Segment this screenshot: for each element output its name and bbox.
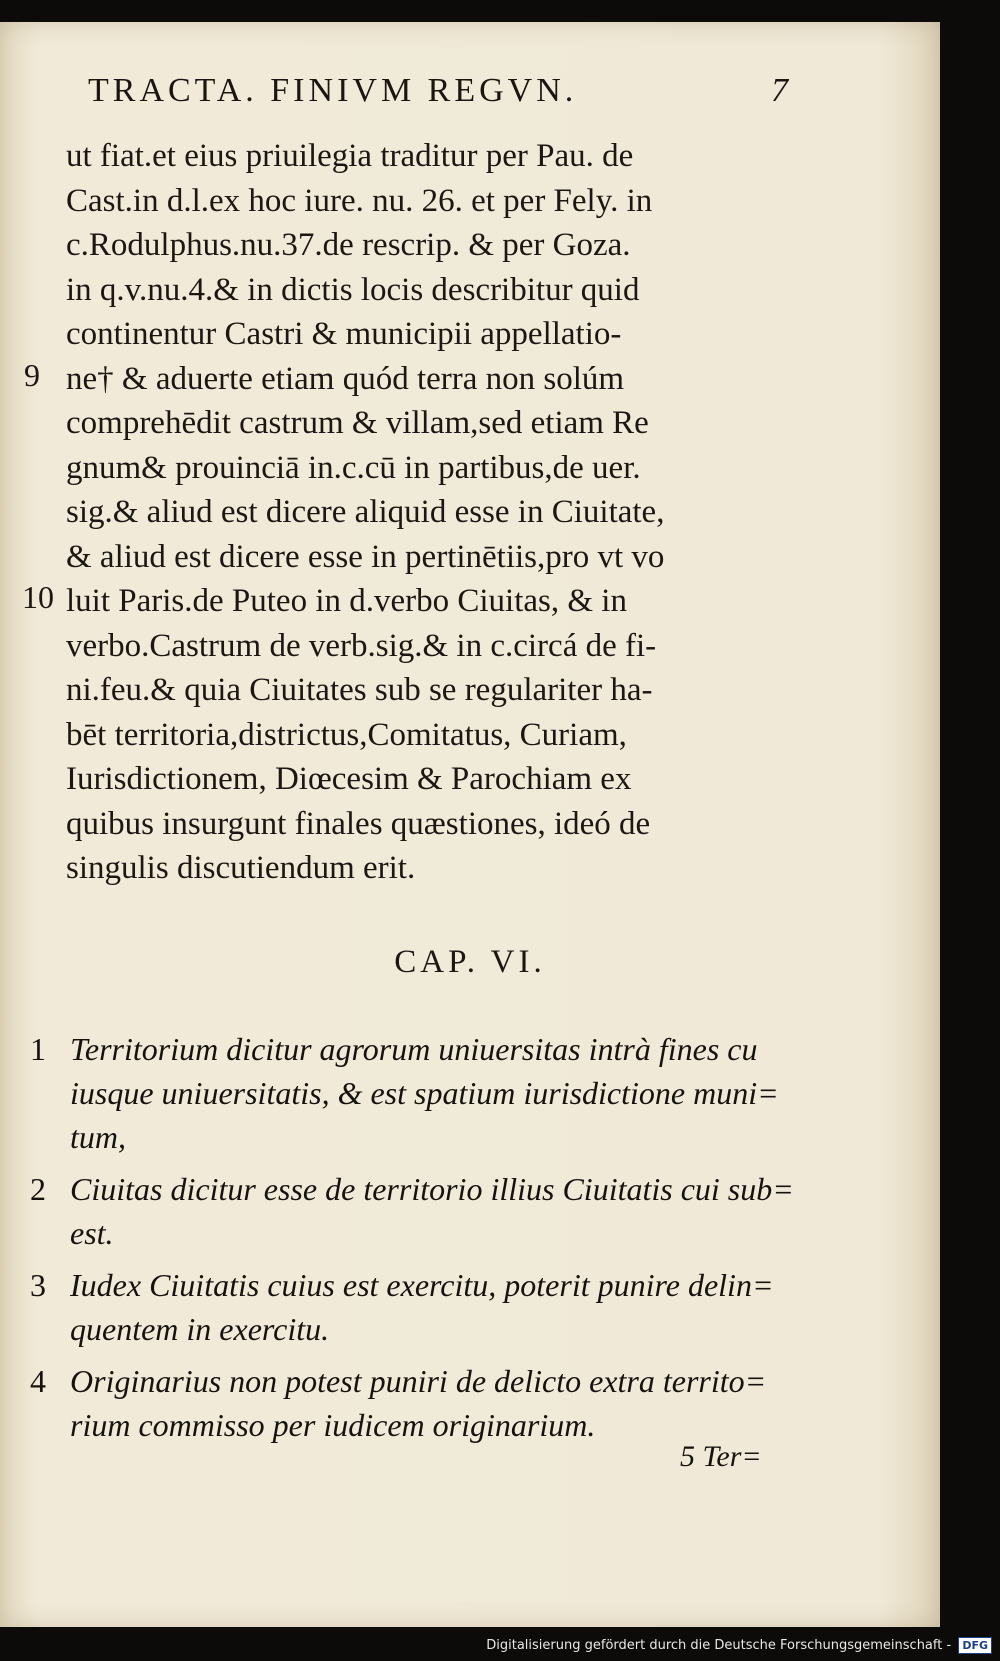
summary-item-text: Ciuitas dicitur esse de territorio illius Ciuitatis cui sub= est. bbox=[70, 1171, 794, 1251]
book-page bbox=[0, 22, 940, 1627]
chapter-heading: CAP. VI. bbox=[394, 944, 546, 980]
summary-item-number: 3 bbox=[30, 1267, 46, 1303]
text-line: Cast.in d.l.ex hoc iure. nu. 26. et per Fely. in bbox=[66, 182, 653, 219]
summary-item-number: 4 bbox=[30, 1363, 46, 1399]
text-line: sig.& aliud est dicere aliquid esse in Ciuitate, bbox=[66, 494, 665, 530]
digitization-credit bbox=[486, 1637, 992, 1657]
text-line: ni.feu.& quia Ciuitates sub se regulariter ha- bbox=[66, 672, 653, 708]
text-line: verbo.Castrum de verb.sig.& in c.circá de fi- bbox=[66, 627, 657, 664]
main-text-block bbox=[66, 134, 796, 891]
text-line: Iurisdictionem, Diœcesim & Parochiam ex bbox=[66, 761, 632, 797]
summary-item-text: Originarius non potest puniri de delicto extra territo= rium commisso per iudicem originarium. bbox=[70, 1363, 767, 1443]
margin-note-number: 10 bbox=[22, 579, 54, 615]
summary-item bbox=[30, 1167, 800, 1255]
text-line: c.Rodulphus.nu.37.de rescrip. & per Goza. bbox=[66, 227, 631, 263]
text-line: gnum& prouinciā in.c.cū in partibus,de uer. bbox=[66, 449, 641, 486]
text-line: singulis discutiendum erit. bbox=[66, 850, 416, 886]
text-line: luit Paris.de Puteo in d.verbo Ciuitas, & in bbox=[66, 583, 627, 619]
text-line: ut fiat.et eius priuilegia traditur per Pau. de bbox=[66, 138, 634, 174]
page-number: 7 bbox=[771, 72, 788, 109]
text-line: comprehēdit castrum & villam,sed etiam Re bbox=[66, 405, 649, 441]
summary-item-number: 2 bbox=[30, 1171, 46, 1207]
catchword: 5 Ter= bbox=[680, 1440, 762, 1473]
text-line: ne† & aduerte etiam quód terra non solúm bbox=[66, 360, 625, 397]
chapter-summary-list bbox=[30, 1027, 800, 1455]
summary-item-text: Iudex Ciuitatis cuius est exercitu, poterit punire delin= quentem in exercitu. bbox=[70, 1267, 774, 1347]
text-line: bēt territoria,districtus,Comitatus, Curiam, bbox=[66, 716, 627, 753]
summary-item-text: Territorium dicitur agrorum uniuersitas intrà fines cu iusque uniuersitatis, & est spatium iurisdictione muni= tum, bbox=[70, 1031, 779, 1155]
text-line: & aliud est dicere esse in pertinētiis,pro vt vo bbox=[66, 538, 665, 575]
credit-text: Digitalisierung gefördert durch die Deutsche Forschungsgemeinschaft - bbox=[486, 1638, 952, 1653]
text-line: continentur Castri & municipii appellatio- bbox=[66, 316, 622, 352]
summary-item bbox=[30, 1027, 800, 1159]
summary-item-number: 1 bbox=[30, 1031, 46, 1067]
summary-item bbox=[30, 1359, 800, 1447]
summary-item bbox=[30, 1263, 800, 1351]
margin-note-number: 9 bbox=[24, 356, 40, 393]
text-line: quibus insurgunt finales quæstiones, ideó de bbox=[66, 805, 651, 842]
dfg-logo: DFG bbox=[958, 1637, 992, 1654]
running-header bbox=[88, 72, 788, 116]
text-line: in q.v.nu.4.& in dictis locis describitur quid bbox=[66, 271, 640, 308]
running-title: TRACTA. FINIVM REGVN. bbox=[88, 72, 578, 109]
